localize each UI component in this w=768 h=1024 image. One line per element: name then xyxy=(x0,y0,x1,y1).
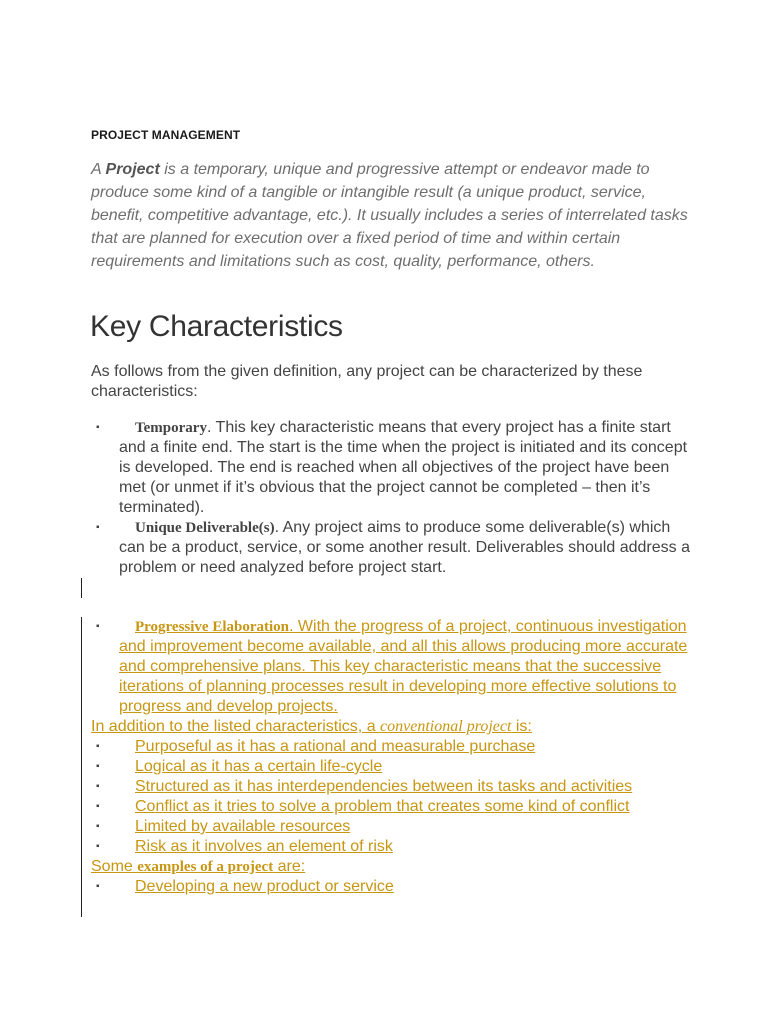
examples-suffix: are: xyxy=(273,858,306,875)
text-cursor[interactable] xyxy=(81,578,82,598)
section-title: Key Characteristics xyxy=(90,310,343,343)
examples-intro xyxy=(91,857,691,877)
examples-list xyxy=(91,877,691,897)
examples-term: examples of a project xyxy=(137,859,274,875)
intro-body: is a temporary, unique and progressive attempt or endeavor made to produce some kind of a tangible or intangible result (a unique product, service, benefit, competitive advantage, etc.). It usually includes a series of interrelated tasks that are planned for execution over a fixed period of time and within certain requirements and limitations such as cost, quality, performance, others. xyxy=(91,161,688,270)
document-heading: PROJECT MANAGEMENT xyxy=(91,128,241,142)
intro-term: Project xyxy=(105,161,160,178)
characteristic-text: . With the progress of a project, continuous investigation and improvement become available, and all this allows producing more accurate and comprehensive plans. This key characteristic means that the successive iterations of planning processes result in developing more effective solutions to progress and develop projects. xyxy=(119,618,688,715)
list-item xyxy=(91,837,691,857)
characteristic-term: Progressive Elaboration xyxy=(135,619,290,635)
intro-paragraph xyxy=(91,158,691,273)
bullet-icon: ▪ xyxy=(96,781,100,792)
list-item-text: Developing a new product or service xyxy=(135,878,394,895)
list-item-text: Logical as it has a certain life-cycle xyxy=(135,758,383,775)
bullet-icon: ▪ xyxy=(96,801,100,812)
list-item xyxy=(91,418,691,518)
bullet-icon: ▪ xyxy=(96,741,100,752)
bullet-icon: ▪ xyxy=(96,422,100,433)
list-item xyxy=(91,617,691,717)
bullet-icon: ▪ xyxy=(96,881,100,892)
characteristic-term: Temporary xyxy=(135,420,207,436)
list-item xyxy=(91,757,691,777)
characteristic-text: . This key characteristic means that every project has a finite start and a finite end. The start is the time when the project is initiated and its concept is developed. The end is reached when all objectives of the project have been met (or unmet if it’s obvious that the project cannot be completed – then it’s terminated). xyxy=(119,419,688,516)
list-item xyxy=(91,777,691,797)
bullet-icon: ▪ xyxy=(96,522,100,533)
progressive-list xyxy=(91,617,691,717)
list-item xyxy=(91,737,691,757)
bullet-icon: ▪ xyxy=(96,821,100,832)
conventional-term: conventional project xyxy=(380,718,512,735)
list-item xyxy=(91,518,691,578)
bullet-icon: ▪ xyxy=(96,761,100,772)
characteristic-term: Unique Deliverable(s) xyxy=(135,520,275,536)
conventional-prefix: In addition to the listed characteristics, a xyxy=(91,718,381,735)
conventional-suffix: is: xyxy=(511,718,532,735)
list-item-text: Limited by available resources xyxy=(135,818,351,835)
characteristic-text: . Any project aims to produce some deliverable(s) which can be a product, service, or some another result. Deliverables should address a problem or need analyzed before project start. xyxy=(119,519,690,576)
list-item xyxy=(91,877,691,897)
intro-prefix: A xyxy=(91,161,106,178)
examples-prefix: Some xyxy=(91,858,138,875)
change-bar xyxy=(81,617,82,917)
tracked-changes-block xyxy=(91,617,691,897)
lead-paragraph: As follows from the given definition, any project can be characterized by these characteristics: xyxy=(91,363,643,400)
conventional-list xyxy=(91,737,691,857)
list-item xyxy=(91,797,691,817)
list-item-text: Structured as it has interdependencies between its tasks and activities xyxy=(135,778,633,795)
list-item xyxy=(91,817,691,837)
bullet-icon: ▪ xyxy=(96,841,100,852)
conventional-intro xyxy=(91,717,691,737)
list-item-text: Purposeful as it has a rational and measurable purchase xyxy=(135,738,536,755)
characteristics-list xyxy=(91,418,691,578)
bullet-icon: ▪ xyxy=(96,621,100,632)
list-item-text: Conflict as it tries to solve a problem that creates some kind of conflict xyxy=(135,798,630,815)
list-item-text: Risk as it involves an element of risk xyxy=(135,838,393,855)
